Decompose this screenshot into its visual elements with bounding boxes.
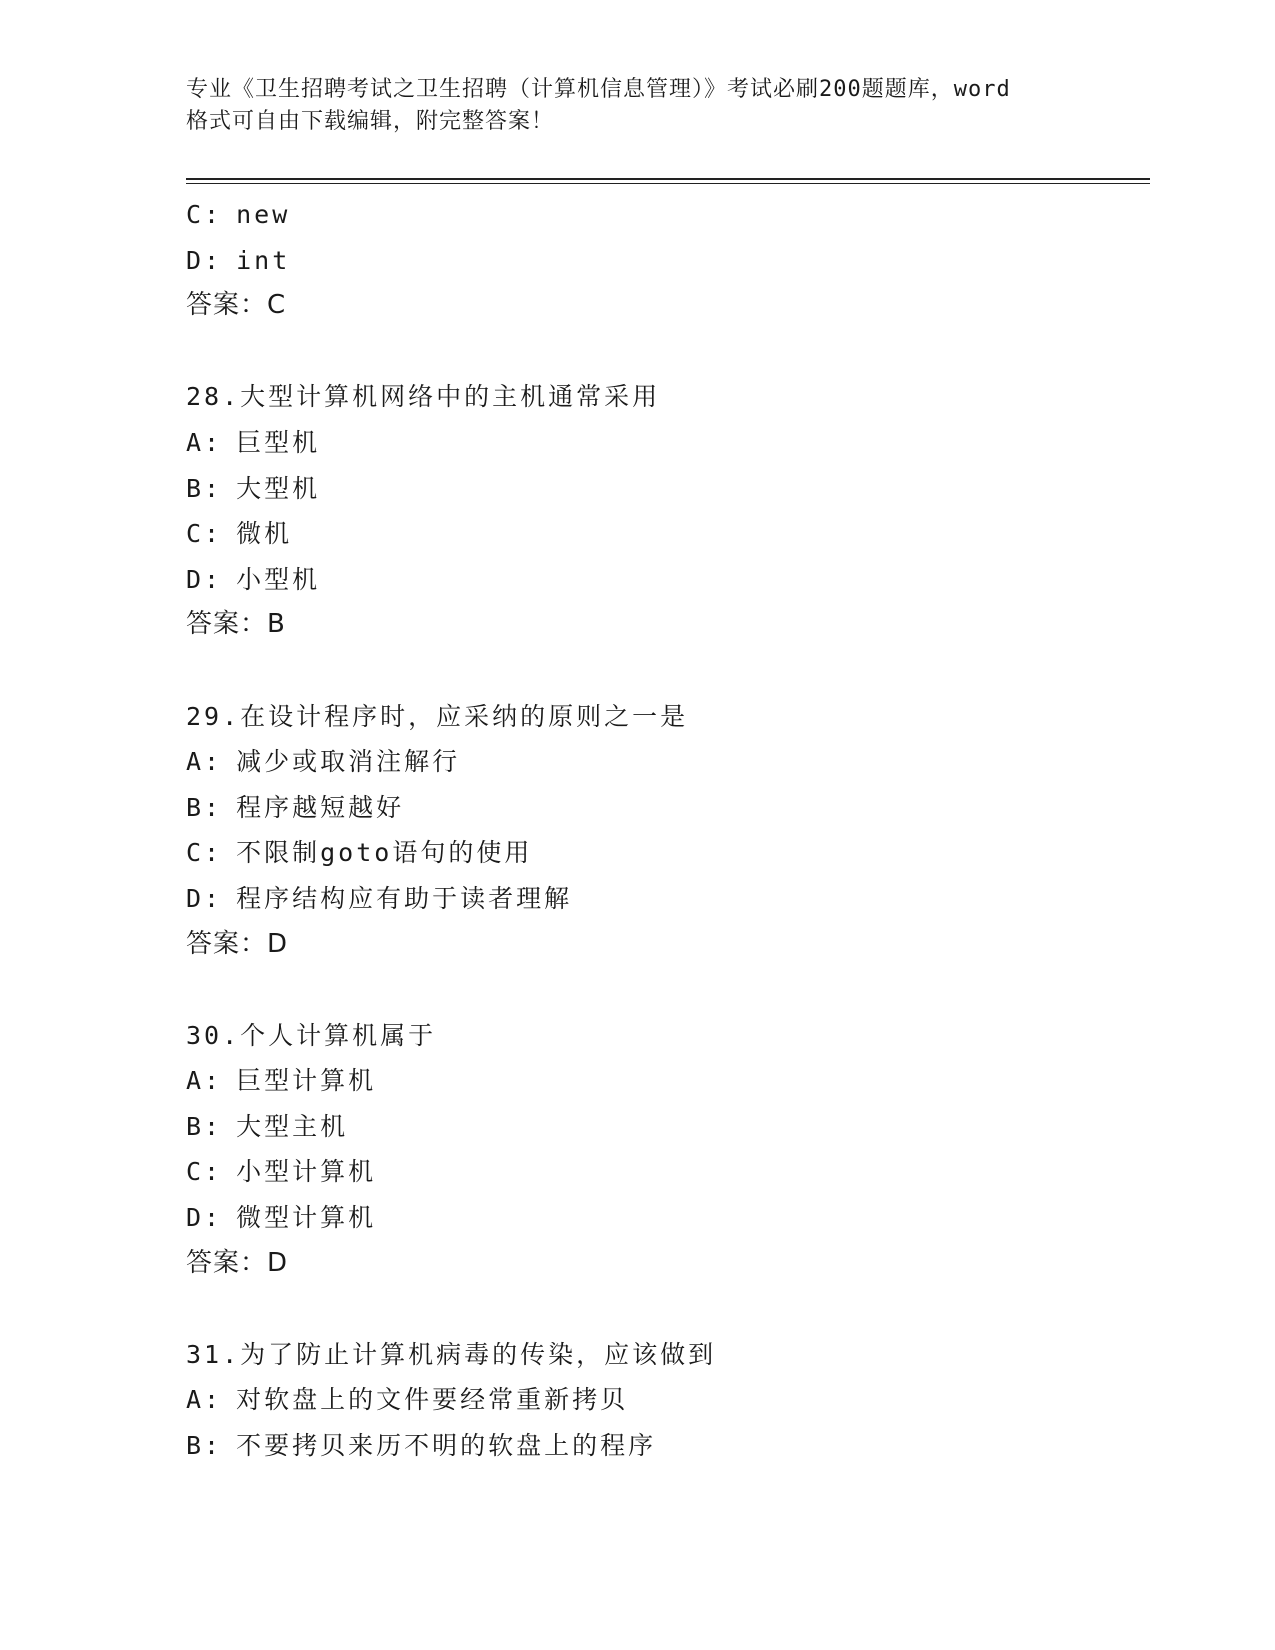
- option-b: B: 不要拷贝来历不明的软盘上的程序: [186, 1431, 657, 1461]
- option-d: D: int: [186, 245, 291, 275]
- question-27-continued: [186, 192, 1146, 329]
- document-header: [186, 74, 1086, 138]
- question-title: 29.在设计程序时，应采纳的原则之一是: [186, 701, 689, 731]
- option-b: B: 程序越短越好: [186, 792, 405, 822]
- option-d: D: 小型机: [186, 564, 321, 594]
- option-c: C: new: [186, 200, 291, 229]
- header-divider-thin: [186, 183, 1150, 184]
- option-b: B: 大型机: [186, 473, 321, 503]
- header-line-1: 专业《卫生招聘考试之卫生招聘（计算机信息管理）》考试必刷200题题库，word: [186, 77, 1011, 102]
- question-title: 31.为了防止计算机病毒的传染，应该做到: [186, 1339, 717, 1369]
- question-31: [186, 1332, 1146, 1469]
- option-b: B: 大型主机: [186, 1111, 349, 1141]
- option-d: D: 程序结构应有助于读者理解: [186, 883, 573, 913]
- answer-line: 答案：D: [186, 1247, 289, 1278]
- question-title: 30.个人计算机属于: [186, 1020, 437, 1050]
- question-28: [186, 374, 1146, 648]
- question-29: [186, 694, 1146, 968]
- question-title: 28.大型计算机网络中的主机通常采用: [186, 382, 661, 412]
- header-line-2: 格式可自由下载编辑，附完整答案！: [186, 109, 555, 134]
- option-a: A: 巨型机: [186, 427, 321, 457]
- option-a: A: 巨型计算机: [186, 1066, 377, 1096]
- question-30: [186, 1013, 1146, 1287]
- answer-line: 答案：B: [186, 609, 286, 640]
- question-list: [186, 192, 1146, 1469]
- answer-line: 答案：D: [186, 928, 289, 959]
- option-a: A: 减少或取消注解行: [186, 747, 461, 777]
- option-d: D: 微型计算机: [186, 1203, 377, 1233]
- option-c: C: 小型计算机: [186, 1157, 377, 1187]
- option-c: C: 不限制goto语句的使用: [186, 838, 533, 868]
- option-a: A: 对软盘上的文件要经常重新拷贝: [186, 1385, 629, 1415]
- answer-line: 答案：C: [186, 290, 287, 321]
- option-c: C: 微机: [186, 519, 293, 549]
- header-divider-thick: [186, 178, 1150, 180]
